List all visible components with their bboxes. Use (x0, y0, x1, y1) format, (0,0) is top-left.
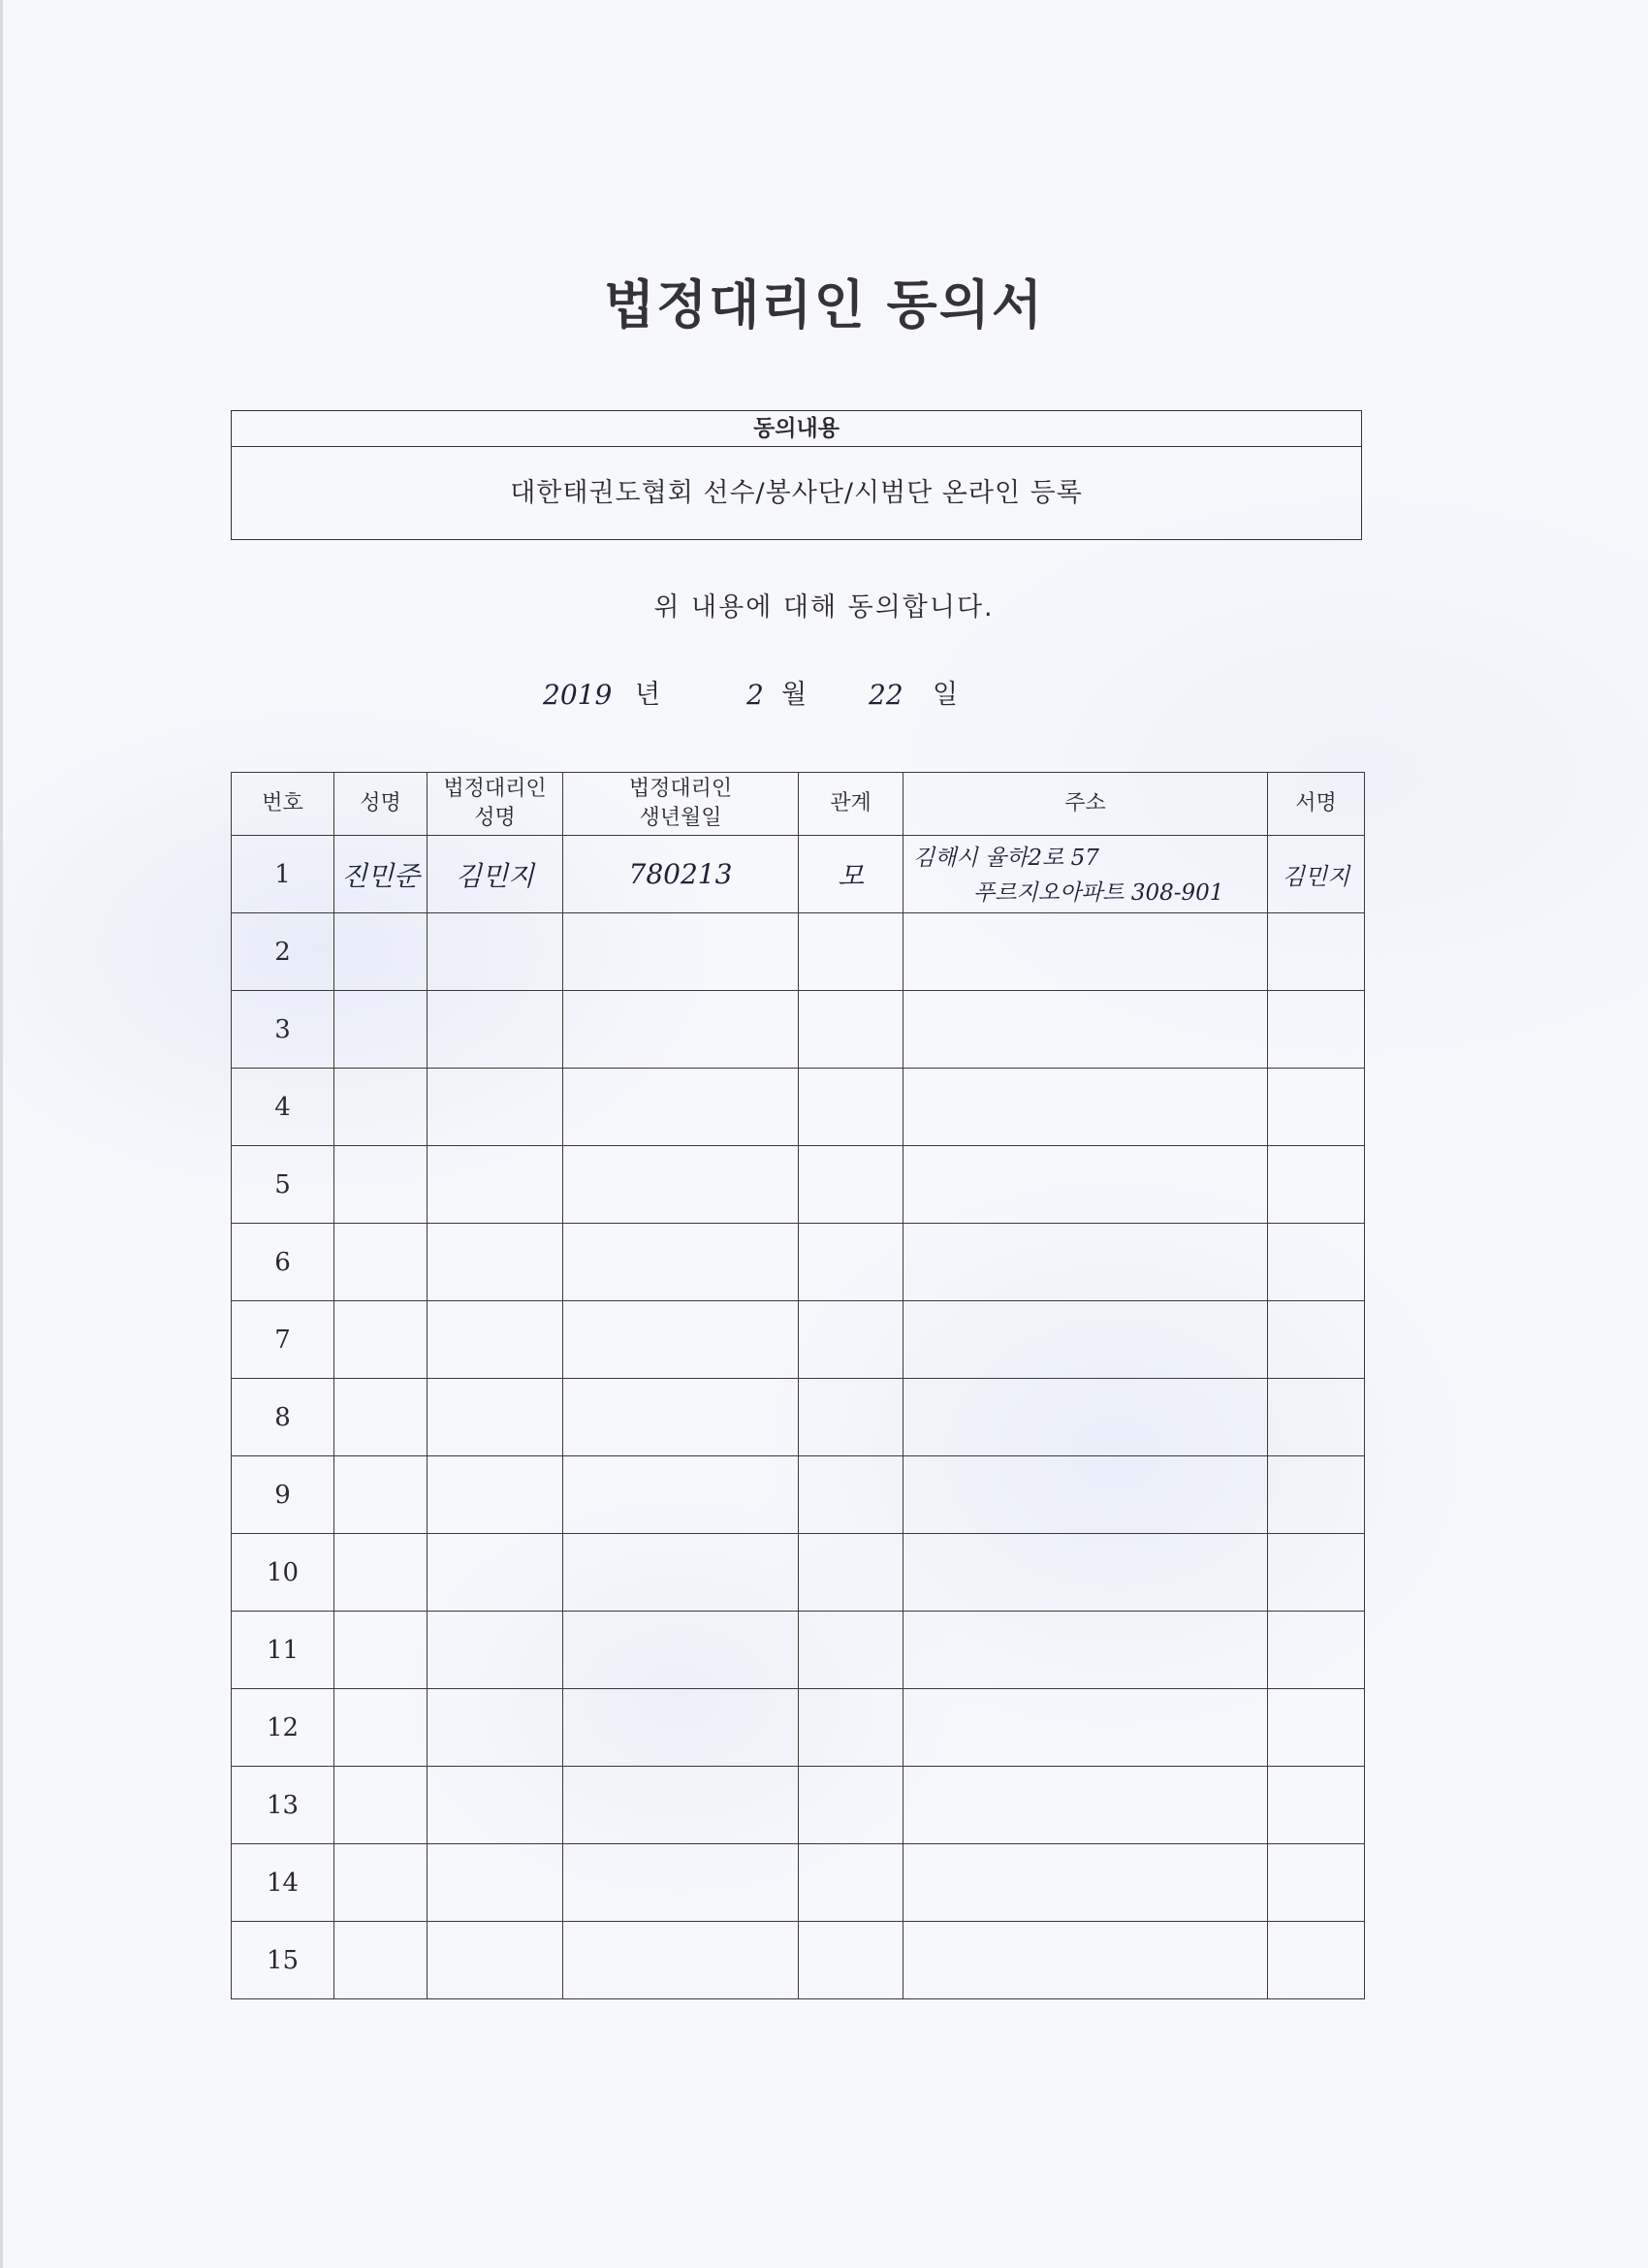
empty-cell (428, 991, 563, 1069)
row-number: 14 (232, 1844, 334, 1922)
date-day-handwritten: 22 (869, 679, 903, 711)
empty-cell (1268, 1224, 1365, 1301)
date-year-handwritten: 2019 (543, 679, 613, 711)
row-number: 3 (232, 991, 334, 1069)
date-day-label: 일 (933, 680, 959, 710)
row-number: 11 (232, 1612, 334, 1689)
table-row (232, 1456, 1365, 1534)
empty-cell (563, 913, 799, 991)
empty-cell (428, 1224, 563, 1301)
empty-cell (903, 1301, 1268, 1379)
guardian-table (231, 772, 1365, 1999)
empty-cell (903, 1224, 1268, 1301)
empty-cell (563, 991, 799, 1069)
table-row (232, 1844, 1365, 1922)
empty-cell (799, 1767, 903, 1844)
empty-cell (903, 1146, 1268, 1224)
table-row (232, 1767, 1365, 1844)
date-year-label: 년 (635, 680, 661, 710)
empty-cell (563, 1612, 799, 1689)
row-number: 7 (232, 1301, 334, 1379)
table-row (232, 1301, 1365, 1379)
empty-cell (428, 1612, 563, 1689)
signature-handwritten: 김민지 (1268, 836, 1365, 913)
empty-cell (1268, 913, 1365, 991)
empty-cell (334, 1534, 428, 1612)
empty-cell (903, 1379, 1268, 1456)
empty-cell (799, 1301, 903, 1379)
empty-cell (1268, 1379, 1365, 1456)
empty-cell (799, 1534, 903, 1612)
empty-cell (1268, 1844, 1365, 1922)
empty-cell (799, 1069, 903, 1146)
row-number: 2 (232, 913, 334, 991)
consent-content: 대한태권도협회 선수/봉사단/시범단 온라인 등록 (510, 478, 1083, 508)
table-row (232, 1922, 1365, 1999)
row-number: 1 (232, 836, 334, 913)
table-row (232, 836, 1365, 913)
empty-cell (563, 1844, 799, 1922)
empty-cell (799, 1844, 903, 1922)
empty-cell (903, 1612, 1268, 1689)
table-row (232, 1224, 1365, 1301)
empty-cell (428, 913, 563, 991)
empty-cell (903, 1922, 1268, 1999)
empty-cell (1268, 1301, 1365, 1379)
guardian-name-handwritten: 김민지 (428, 836, 563, 913)
address-line-2: 푸르지오아파트 308-901 (973, 880, 1224, 906)
empty-cell (563, 1456, 799, 1534)
empty-cell (799, 1689, 903, 1767)
empty-cell (334, 1922, 428, 1999)
row-number: 5 (232, 1146, 334, 1224)
row-number: 4 (232, 1069, 334, 1146)
address-line-1: 김해시 율하2로 57 (913, 846, 1099, 871)
row-number: 9 (232, 1456, 334, 1534)
header-address: 주소 (903, 773, 1268, 836)
student-name-handwritten: 진민준 (334, 836, 428, 913)
empty-cell (1268, 1146, 1365, 1224)
empty-cell (903, 1534, 1268, 1612)
table-header-row (232, 773, 1365, 836)
table-row (232, 1069, 1365, 1146)
empty-cell (563, 1922, 799, 1999)
empty-cell (428, 1379, 563, 1456)
table-row (232, 913, 1365, 991)
empty-cell (428, 1301, 563, 1379)
empty-cell (563, 1379, 799, 1456)
row-number: 6 (232, 1224, 334, 1301)
empty-cell (799, 913, 903, 991)
header-guardian-birth: 법정대리인 생년월일 (563, 773, 799, 836)
header-guardian-name: 법정대리인 성명 (428, 773, 563, 836)
header-name: 성명 (334, 773, 428, 836)
empty-cell (1268, 1689, 1365, 1767)
empty-cell (799, 1379, 903, 1456)
empty-cell (1268, 1534, 1365, 1612)
row-number: 12 (232, 1689, 334, 1767)
empty-cell (563, 1301, 799, 1379)
table-row (232, 1146, 1365, 1224)
empty-cell (334, 913, 428, 991)
row-number: 8 (232, 1379, 334, 1456)
empty-cell (563, 1224, 799, 1301)
header-no: 번호 (232, 773, 334, 836)
date-month-label: 월 (781, 680, 808, 710)
row-number: 13 (232, 1767, 334, 1844)
empty-cell (799, 1146, 903, 1224)
empty-cell (563, 1146, 799, 1224)
address-handwritten (903, 836, 1268, 913)
empty-cell (563, 1767, 799, 1844)
header-signature: 서명 (1268, 773, 1365, 836)
empty-cell (334, 1146, 428, 1224)
consent-header: 동의내용 (232, 411, 1361, 447)
empty-cell (334, 1612, 428, 1689)
empty-cell (428, 1922, 563, 1999)
empty-cell (334, 1844, 428, 1922)
guardian-birth-handwritten: 780213 (563, 836, 799, 913)
table-row (232, 1534, 1365, 1612)
empty-cell (903, 991, 1268, 1069)
document-title: 법정대리인 동의서 (603, 273, 1045, 335)
empty-cell (799, 991, 903, 1069)
empty-cell (428, 1146, 563, 1224)
empty-cell (903, 1069, 1268, 1146)
empty-cell (799, 1922, 903, 1999)
relation-handwritten: 모 (799, 836, 903, 913)
empty-cell (563, 1689, 799, 1767)
empty-cell (1268, 991, 1365, 1069)
empty-cell (334, 1767, 428, 1844)
agreement-statement: 위 내용에 대해 동의합니다. (653, 592, 995, 623)
empty-cell (428, 1844, 563, 1922)
empty-cell (903, 1844, 1268, 1922)
empty-cell (1268, 1767, 1365, 1844)
empty-cell (428, 1689, 563, 1767)
empty-cell (428, 1456, 563, 1534)
empty-cell (563, 1534, 799, 1612)
empty-cell (428, 1767, 563, 1844)
empty-cell (903, 1689, 1268, 1767)
empty-cell (1268, 1922, 1365, 1999)
empty-cell (334, 1689, 428, 1767)
empty-cell (903, 913, 1268, 991)
empty-cell (799, 1224, 903, 1301)
date-line (0, 673, 1648, 718)
header-relation: 관계 (799, 773, 903, 836)
table-row (232, 1379, 1365, 1456)
row-number: 10 (232, 1534, 334, 1612)
scan-edge (0, 0, 3, 2268)
empty-cell (334, 1379, 428, 1456)
table-row (232, 991, 1365, 1069)
empty-cell (1268, 1612, 1365, 1689)
row-number: 15 (232, 1922, 334, 1999)
empty-cell (799, 1456, 903, 1534)
empty-cell (563, 1069, 799, 1146)
table-row (232, 1612, 1365, 1689)
empty-cell (334, 1224, 428, 1301)
empty-cell (903, 1767, 1268, 1844)
empty-cell (428, 1534, 563, 1612)
empty-cell (428, 1069, 563, 1146)
empty-cell (334, 1456, 428, 1534)
consent-box (231, 410, 1362, 540)
empty-cell (1268, 1456, 1365, 1534)
empty-cell (334, 1069, 428, 1146)
empty-cell (334, 991, 428, 1069)
empty-cell (334, 1301, 428, 1379)
date-month-handwritten: 2 (746, 679, 764, 711)
empty-cell (1268, 1069, 1365, 1146)
table-row (232, 1689, 1365, 1767)
empty-cell (903, 1456, 1268, 1534)
empty-cell (799, 1612, 903, 1689)
